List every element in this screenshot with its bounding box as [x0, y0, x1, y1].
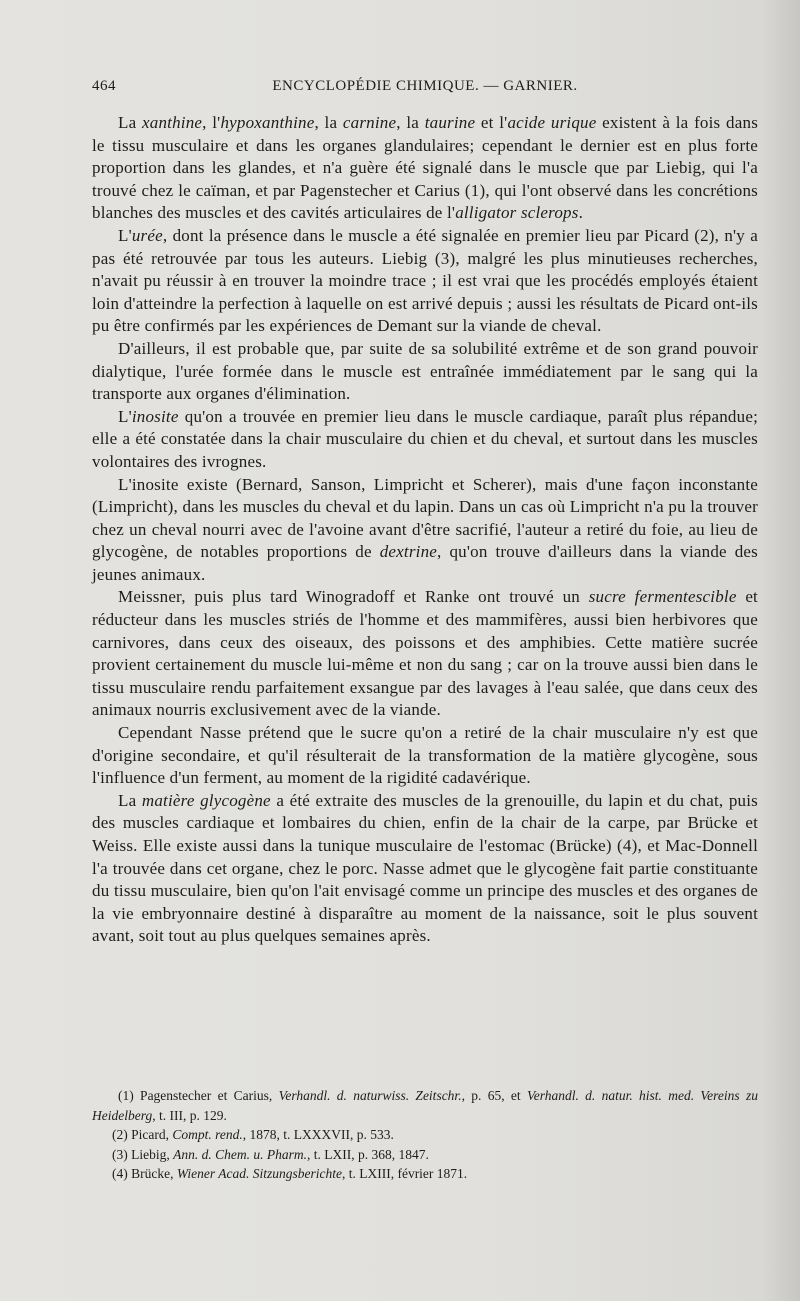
- paragraph-inosite-existe: L'inosite existe (Bernard, Sanson, Limpricht et Scherer), mais d'une façon inconstante (Limpricht), dans les muscles du cheval et du lapin. Dans un cas où Limpricht n'a pu la trouver chez un cheval nourri avec de l'avoine avant d'être sacrifié, l'auteur a retiré du foie, au lieu de glycogène, de notables proportions de dextrine, qu'on trouve d'ailleurs dans la viande des jeunes animaux.: [92, 474, 758, 584]
- footnote-3: (3) Liebig, Ann. d. Chem. u. Pharm., t. LXII, p. 368, 1847.: [112, 1146, 429, 1162]
- paragraph-inosite: L'inosite qu'on a trouvée en premier lieu dans le muscle cardiaque, paraît plus répandue; elle a été constatée dans la chair musculaire du chien et du cheval, et surtout dans les muscles volontaires des ivrognes.: [92, 406, 758, 471]
- paragraph-xanthine: La xanthine, l'hypoxanthine, la carnine, la taurine et l'acide urique existent à la fois dans le tissu musculaire et dans les organes glandulaires; cependant le dernier est en plus forte proportion dans les glandes, et n'a guère été signalé dans le muscle que par Liebig, qui l'a trouvé chez le caïman, et par Pagenstecher et Carius (1), qui l'ont observé dans les concrétions blanches des muscles et des cavités articulaires de l'alligator sclerops.: [92, 113, 759, 223]
- paragraph-nasse: Cependant Nasse prétend que le sucre qu'on a retiré de la chair musculaire n'y est que d'origine secondaire, et qu'il résulterait de la transformation de la matière glycogène, sous l'influence d'un ferment, au moment de la rigidité cadavérique.: [92, 723, 758, 788]
- page-number: 464: [92, 78, 116, 94]
- paragraph-uree: L'urée, dont la présence dans le muscle a été signalée en premier lieu par Picard (2), n'y a pas été retrouvée par tous les auteurs. Liebig (3), malgré les plus minutieuses recherches, n'avait pu réussir à en trouver la moindre trace ; il est vrai que les procédés employés étaient loin d'atteindre la perfection à laquelle on est arrivé depuis ; aussi les résultats de Picard ont-ils pu être confirmés par les expériences de Demant sur la viande de cheval.: [92, 225, 758, 336]
- footnote-1: (1) Pagenstecher et Carius, Verhandl. d. naturwiss. Zeitschr., p. 65, et Verhandl. d. natur. hist. med. Vereins zu Heidelberg, t. III, p. 129.: [92, 1088, 758, 1123]
- page-edge-shadow: [760, 0, 800, 1301]
- body-text: [92, 112, 758, 948]
- footnote-2: (2) Picard, Compt. rend., 1878, t. LXXXVII, p. 533.: [112, 1127, 394, 1143]
- footnote-4: (4) Brücke, Wiener Acad. Sitzungsberichte, t. LXIII, février 1871.: [112, 1166, 468, 1182]
- paragraph-sucre: Meissner, puis plus tard Winogradoff et Ranke ont trouvé un sucre fermentescible et réducteur dans les muscles striés de l'homme et des mammifères, aussi bien herbivores que carnivores, dans ceux des oiseaux, des poissons et des amphibies. Cette matière sucrée provient certainement du muscle lui-même et non du sang ; car on la trouve aussi bien dans le tissu musculaire rendu parfaitement exsangue par des lavages à l'eau salée, que dans ceux des animaux nourris exclusivement avec de la viande.: [92, 587, 758, 720]
- footnotes: [92, 1086, 758, 1184]
- paragraph-solubilite: D'ailleurs, il est probable que, par suite de sa solubilité extrême et de son grand pouvoir dialytique, l'urée formée dans le muscle est entraînée immédiatement par le sang qui la transporte aux organes d'élimination.: [92, 338, 758, 404]
- running-title: ENCYCLOPÉDIE CHIMIQUE. — GARNIER.: [272, 78, 578, 94]
- paragraph-glycogene: La matière glycogène a été extraite des muscles de la grenouille, du lapin et du chat, puis des muscles cardiaque et lombaires du chien, enfin de la chair de la carpe, par Brücke et Weiss. Elle existe aussi dans la tunique musculaire de l'estomac (Brücke) (4), et Mac-Donnell l'a trouvée dans cet organe, chez le porc. Nasse admet que le glycogène fait partie constituante du tissu musculaire, bien qu'on l'ait envisagé comme un principe des muscles et des organes de la vie embryonnaire destiné à disparaître au moment de la naissance, soit le plus souvent avant, soit tout au plus quelques semaines après.: [92, 790, 758, 946]
- page-header: [92, 78, 758, 98]
